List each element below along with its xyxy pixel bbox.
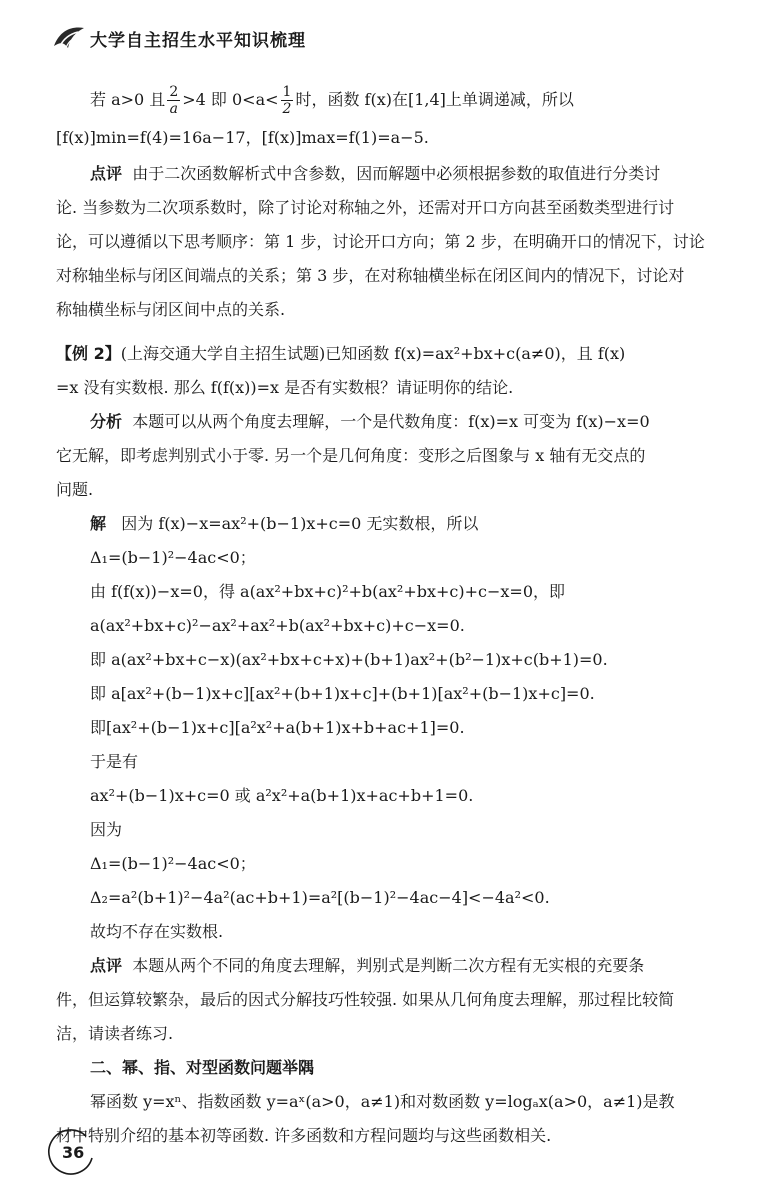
text-line: 因为 xyxy=(90,820,123,839)
text-line: 幂函数 y=xⁿ、指数函数 y=aˣ(a>0，a≠1)和对数函数 y=logₐx(a>0，a≠1)是教 xyxy=(90,1092,675,1111)
text-line: 论. 当参数为二次项系数时，除了讨论对称轴之外，还需对开口方向甚至函数类型进行讨 xyxy=(56,198,675,217)
comment-label: 点评 xyxy=(90,956,123,975)
text-line: 洁，请读者练习. xyxy=(56,1024,174,1043)
fraction-denominator: a xyxy=(169,101,178,117)
fraction-numerator: 2 xyxy=(169,84,179,100)
text-line xyxy=(90,84,574,117)
fraction-numerator: 1 xyxy=(282,84,292,100)
fraction xyxy=(167,84,180,117)
text-line: ax²+(b−1)x+c=0 或 a²x²+a(b+1)x+ac+b+1=0. xyxy=(90,786,474,805)
fraction xyxy=(281,84,294,117)
text-line xyxy=(90,164,660,184)
text-line xyxy=(56,344,625,364)
text-line xyxy=(90,514,478,534)
text-line: 即 a(ax²+bx+c−x)(ax²+bx+c+x)+(b+1)ax²+(b²−1)x+c(b+1)=0. xyxy=(90,650,608,669)
text-line: Δ₁=(b−1)²−4ac<0； xyxy=(90,548,256,567)
text-line: 于是有 xyxy=(90,752,139,771)
text-line: 故均不存在实数根. xyxy=(90,922,224,941)
text-line: Δ₁=(b−1)²−4ac<0； xyxy=(90,854,256,873)
text-fragment: 因为 f(x)−x=ax²+(b−1)x+c=0 无实数根，所以 xyxy=(121,514,479,533)
text-fragment: >4 即 0<a< xyxy=(182,90,279,109)
analysis-label: 分析 xyxy=(90,412,123,431)
text-line: =x 没有实数根. 那么 f(f(x))=x 是否有实数根？请证明你的结论. xyxy=(56,378,514,397)
text-line: 对称轴坐标与闭区间端点的关系；第 3 步，在对称轴横坐标在闭区间内的情况下，讨论对 xyxy=(56,266,685,285)
text-line: a(ax²+bx+c)²−ax²+ax²+b(ax²+bx+c)+c−x=0. xyxy=(90,616,465,635)
section-title: 二、幂、指、对型函数问题举隅 xyxy=(90,1058,315,1077)
text-fragment: 由于二次函数解析式中含参数，因而解题中必须根据参数的取值进行分类讨 xyxy=(132,164,661,183)
example-label: 【例 2】 xyxy=(56,344,121,363)
text-line: Δ₂=a²(b+1)²−4a²(ac+b+1)=a²[(b−1)²−4ac−4]<−4a²<0. xyxy=(90,888,550,907)
header-title: 大学自主招生水平知识梳理 xyxy=(90,31,306,51)
text-line: 论，可以遵循以下思考顺序：第 1 步，讨论开口方向；第 2 步，在明确开口的情况下，讨论 xyxy=(56,232,705,251)
text-line: 问题. xyxy=(56,480,94,499)
text-line: 即 a[ax²+(b−1)x+c][ax²+(b+1)x+c]+(b+1)[ax²+(b−1)x+c]=0. xyxy=(90,684,595,703)
page-header xyxy=(52,24,722,52)
text-line xyxy=(90,412,650,432)
text-line: 即[ax²+(b−1)x+c][a²x²+a(b+1)x+b+ac+1]=0. xyxy=(90,718,465,737)
text-line: 件，但运算较繁杂，最后的因式分解技巧性较强. 如果从几何角度去理解，那过程比较简 xyxy=(56,990,675,1009)
text-fragment: 本题从两个不同的角度去理解，判别式是判断二次方程有无实根的充要条 xyxy=(132,956,645,975)
text-fragment: 时，函数 f(x)在[1,4]上单调递减，所以 xyxy=(295,90,574,109)
text-fragment: 本题可以从两个角度去理解，一个是代数角度：f(x)=x 可变为 f(x)−x=0 xyxy=(132,412,650,431)
text-line: 称轴横坐标与闭区间中点的关系. xyxy=(56,300,286,319)
comment-label: 点评 xyxy=(90,164,123,183)
text-fragment: (上海交通大学自主招生试题)已知函数 f(x)=ax²+bx+c(a≠0)，且 f(x) xyxy=(120,344,626,363)
page-number: 36 xyxy=(62,1143,85,1162)
text-line: 它无解，即考虑判别式小于零. 另一个是几何角度：变形之后图象与 x 轴有无交点的 xyxy=(56,446,646,465)
text-line: 由 f(f(x))−x=0，得 a(ax²+bx+c)²+b(ax²+bx+c)+c−x=0，即 xyxy=(90,582,566,601)
fraction-denominator: 2 xyxy=(282,101,292,117)
text-line: 材中特别介绍的基本初等函数. 许多函数和方程问题均与这些函数相关. xyxy=(56,1126,552,1145)
solution-label: 解 xyxy=(90,514,107,533)
text-fragment: 若 a>0 且 xyxy=(90,90,166,109)
text-line xyxy=(90,956,644,976)
text-line: [f(x)]min=f(4)=16a−17，[f(x)]max=f(1)=a−5. xyxy=(56,128,429,147)
book-logo-icon xyxy=(52,24,86,52)
